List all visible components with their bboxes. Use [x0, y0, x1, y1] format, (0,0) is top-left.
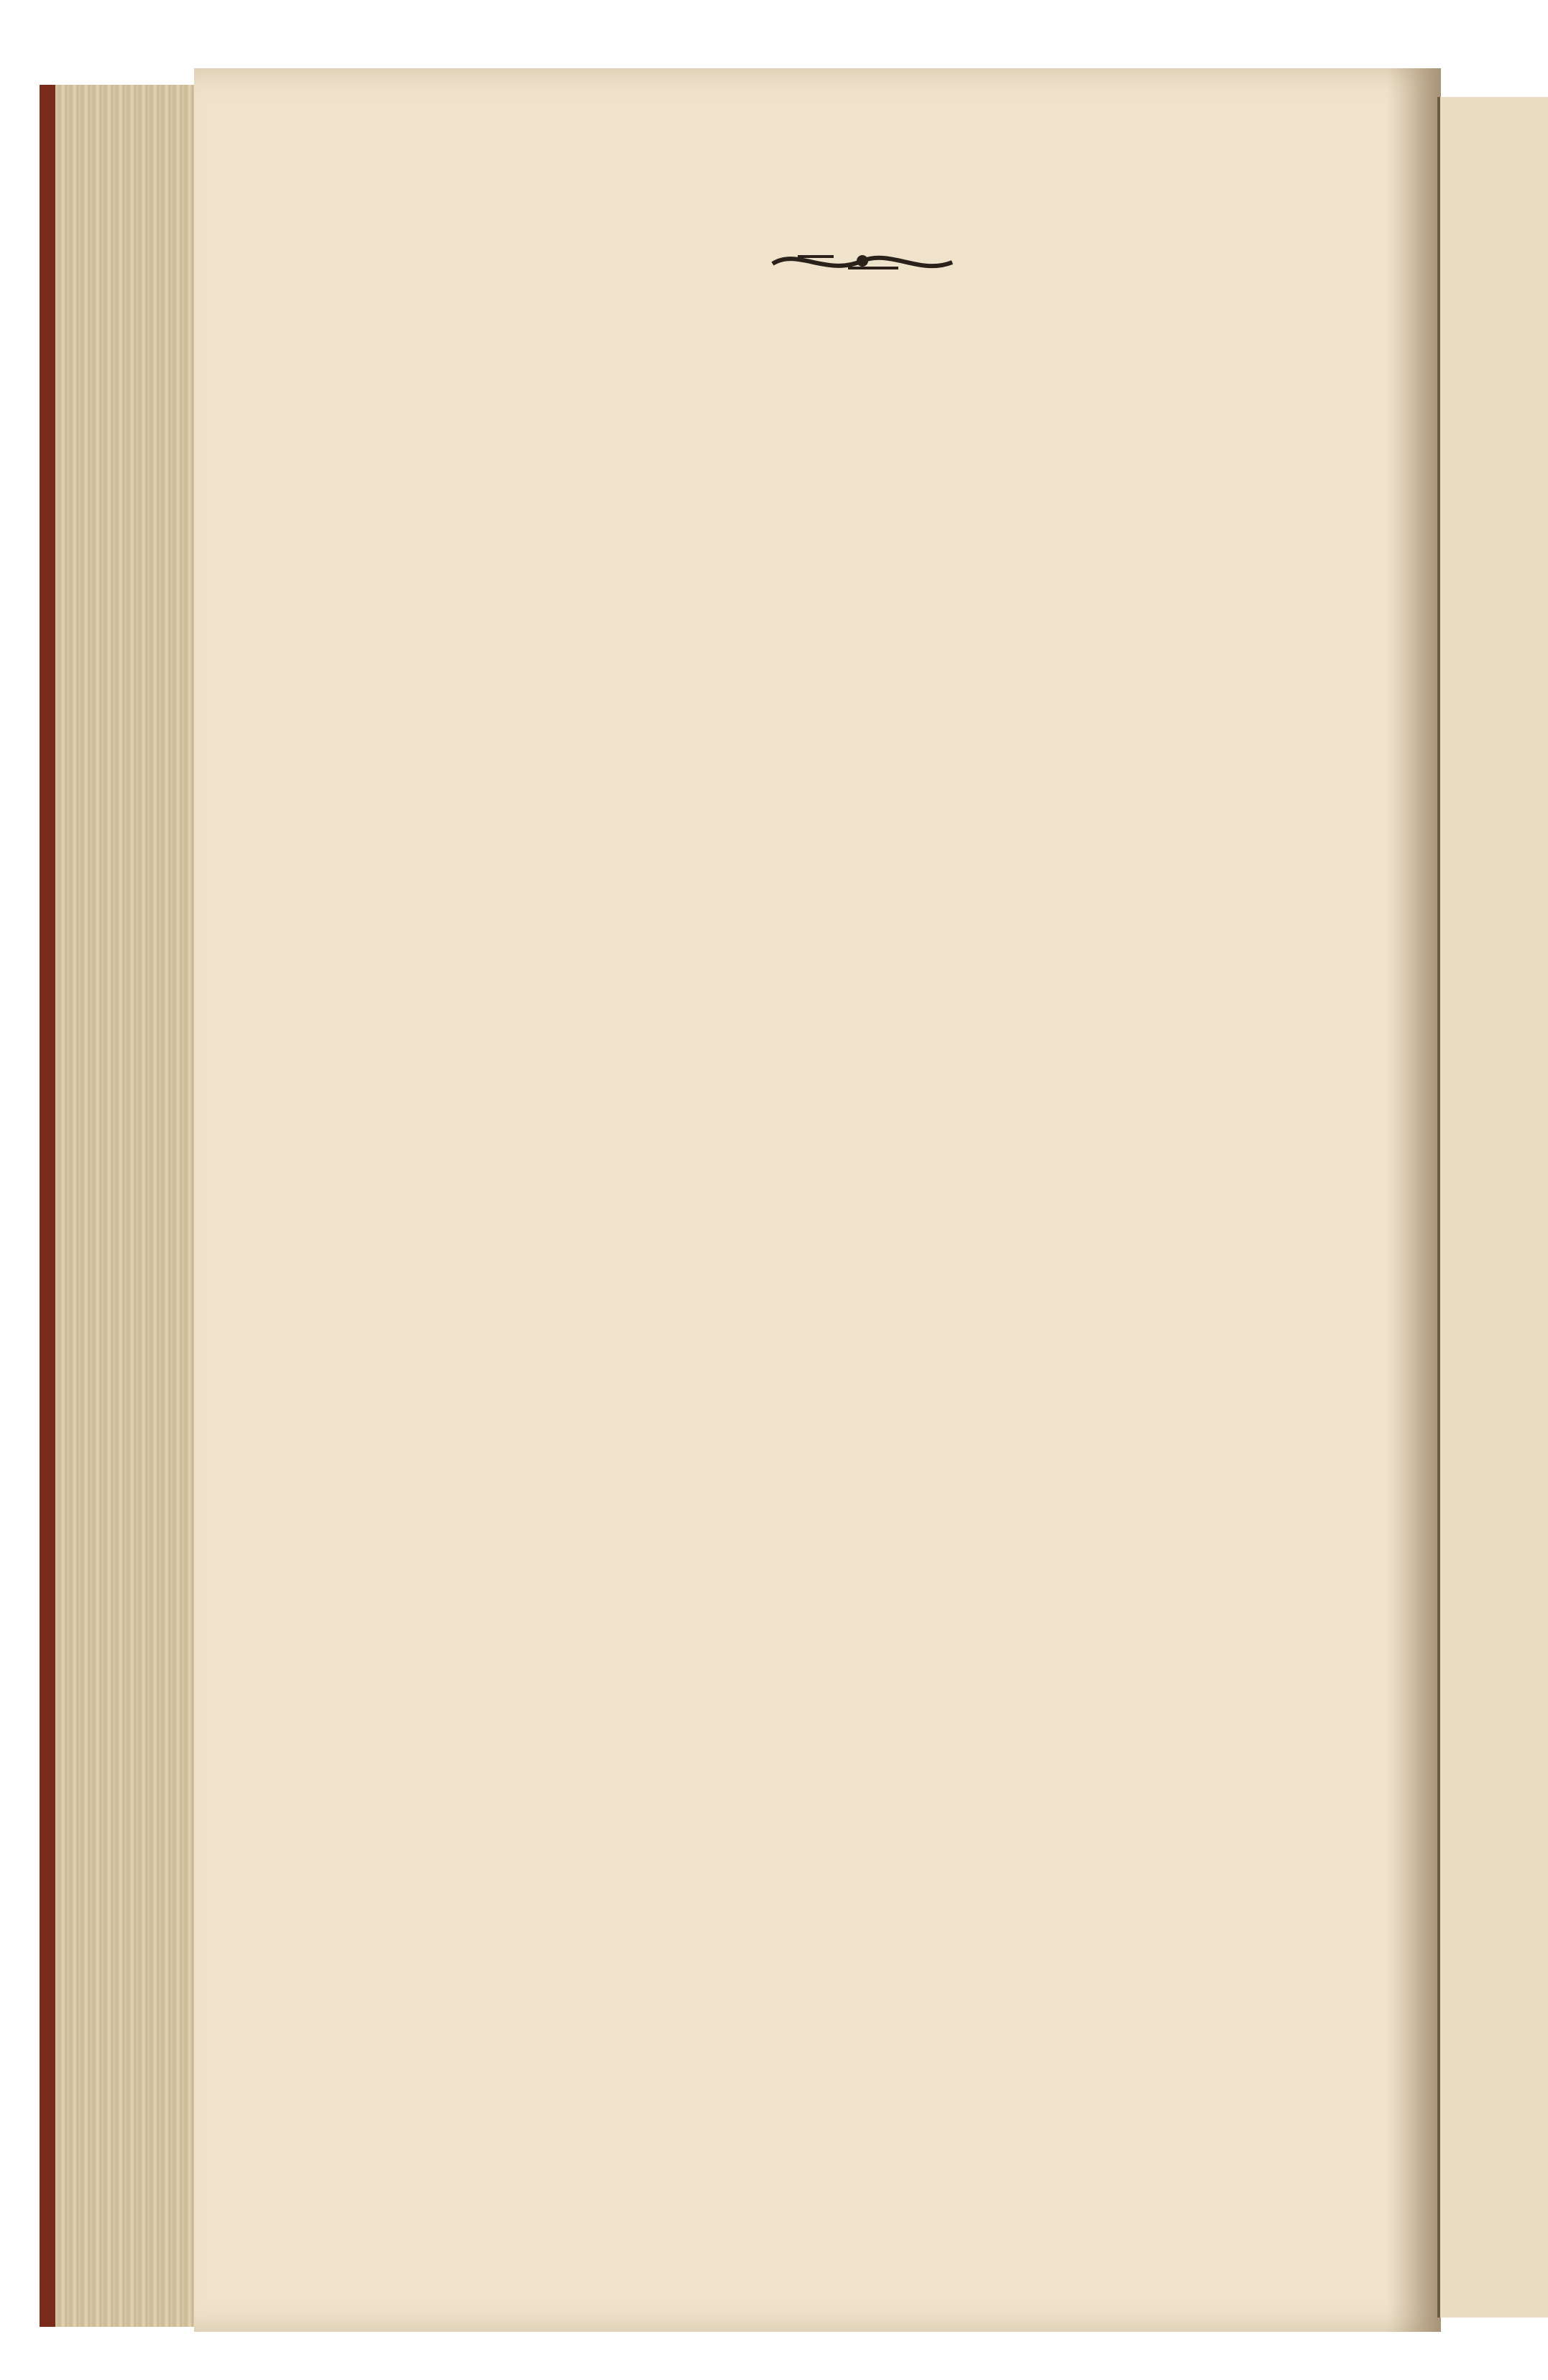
- right-page: [1437, 97, 1548, 2317]
- drop-cap: [367, 941, 467, 1056]
- left-page: [194, 68, 1441, 2332]
- gutter-shadow: [1387, 68, 1441, 2332]
- printers-ornament: [769, 241, 956, 284]
